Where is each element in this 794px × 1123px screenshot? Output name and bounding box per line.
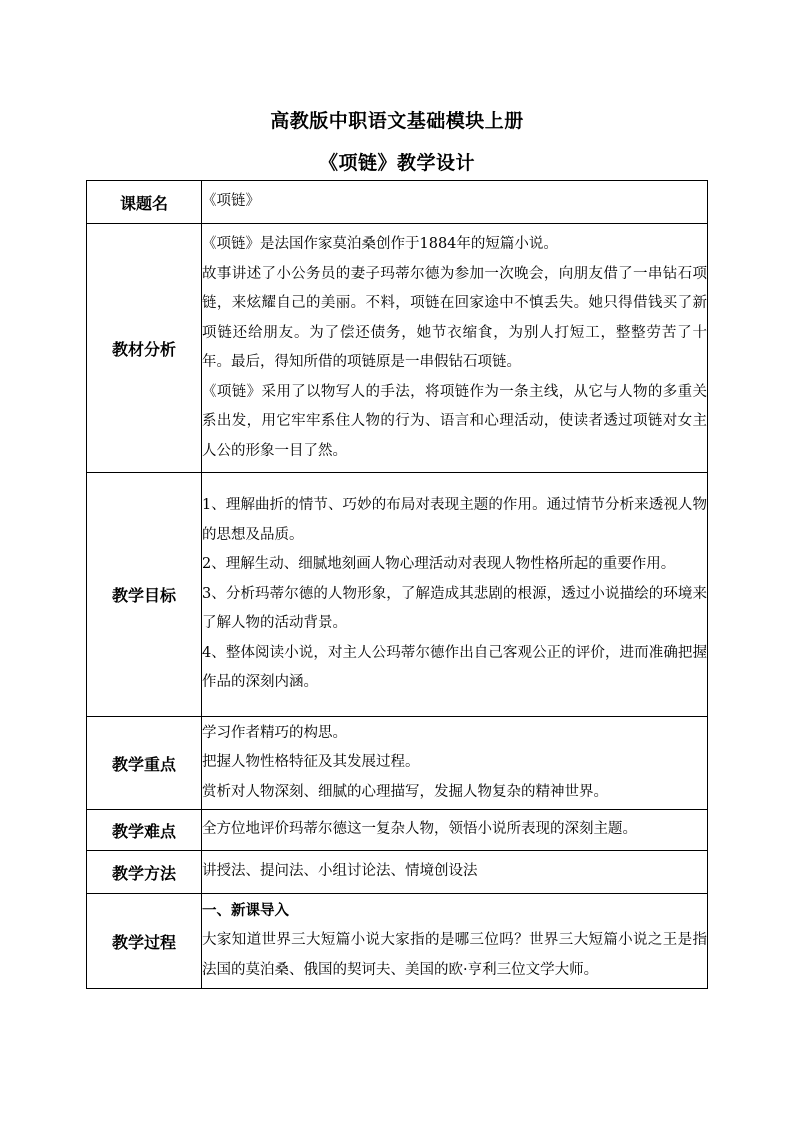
table-row-textbook-analysis [87, 224, 708, 473]
row-content-key-points [202, 717, 708, 810]
paragraph: 赏析对人物深刻、细腻的心理描写，发掘人物复杂的精神世界。 [202, 783, 608, 800]
paragraph: 4、整体阅读小说，对主人公玛蒂尔德作出自己客观公正的评价，进而准确把握作品的深刻内涵。 [202, 644, 707, 691]
row-label-topic: 课题名 [87, 181, 202, 224]
row-label-difficulties: 教学难点 [87, 810, 202, 851]
paragraph: 3、分析玛蒂尔德的人物形象，了解造成其悲剧的根源，透过小说描绘的环境来了解人物的活动背景。 [202, 585, 707, 632]
paragraph: 《项链》 [202, 193, 260, 210]
paragraph: 1、理解曲折的情节、巧妙的布局对表现主题的作用。通过情节分析来透视人物的思想及品质。 [202, 497, 707, 543]
paragraph: 讲授法、提问法、小组讨论法、情境创设法 [202, 863, 478, 880]
paragraph: 2、理解生动、细腻地刻画人物心理活动对表现人物性格所起的重要作用。 [202, 556, 676, 573]
row-label-teaching-methods: 教学方法 [87, 851, 202, 894]
lesson-plan-table [86, 180, 708, 989]
row-label-teaching-process: 教学过程 [87, 894, 202, 989]
row-content-topic [202, 181, 708, 224]
paragraph: 学习作者精巧的构思。 [202, 724, 347, 741]
paragraph: 全方位地评价玛蒂尔德这一复杂人物，领悟小说所表现的深刻主题。 [202, 821, 637, 838]
paragraph: 《项链》是法国作家莫泊桑创作于1884年的短篇小说。 [202, 236, 558, 252]
document-title: 高教版中职语文基础模块上册 [270, 110, 524, 132]
row-content-textbook-analysis [202, 224, 708, 473]
row-content-difficulties [202, 810, 708, 851]
row-content-teaching-methods [202, 851, 708, 894]
document-subtitle: 《项链》教学设计 [318, 152, 475, 174]
table-row-teaching-objectives [87, 473, 708, 717]
table-row-difficulties [87, 810, 708, 851]
paragraph: 大家知道世界三大短篇小说大家指的是哪三位吗？世界三大短篇小说之王是指法国的莫泊桑、俄国的契诃夫、美国的欧·亨利三位文学大师。 [202, 932, 707, 978]
row-label-teaching-objectives: 教学目标 [87, 473, 202, 717]
table-row-teaching-methods [87, 851, 708, 894]
row-label-key-points: 教学重点 [87, 717, 202, 810]
row-label-textbook-analysis: 教材分析 [87, 224, 202, 473]
paragraph: 把握人物性格特征及其发展过程。 [202, 754, 420, 771]
row-content-teaching-process [202, 894, 708, 989]
table-row-teaching-process [87, 894, 708, 989]
paragraph: 故事讲述了小公务员的妻子玛蒂尔德为参加一次晚会，向朋友借了一串钻石项链，来炫耀自己的美丽。不料，项链在回家途中不慎丢失。她只得借钱买了新项链还给朋友。为了偿还债务，她节衣缩食，为别人打短工，整整劳苦了十年。最后，得知所借的项链原是一串假钻石项链。 [202, 265, 707, 370]
section-heading: 一、新课导入 [202, 902, 289, 919]
table-row-topic [87, 181, 708, 224]
table-row-key-points [87, 717, 708, 810]
row-content-teaching-objectives [202, 473, 708, 717]
paragraph: 《项链》采用了以物写人的手法，将项链作为一条主线，从它与人物的多重关系出发，用它牢牢系住人物的行为、语言和心理活动，使读者透过项链对女主人公的形象一目了然。 [202, 383, 707, 459]
